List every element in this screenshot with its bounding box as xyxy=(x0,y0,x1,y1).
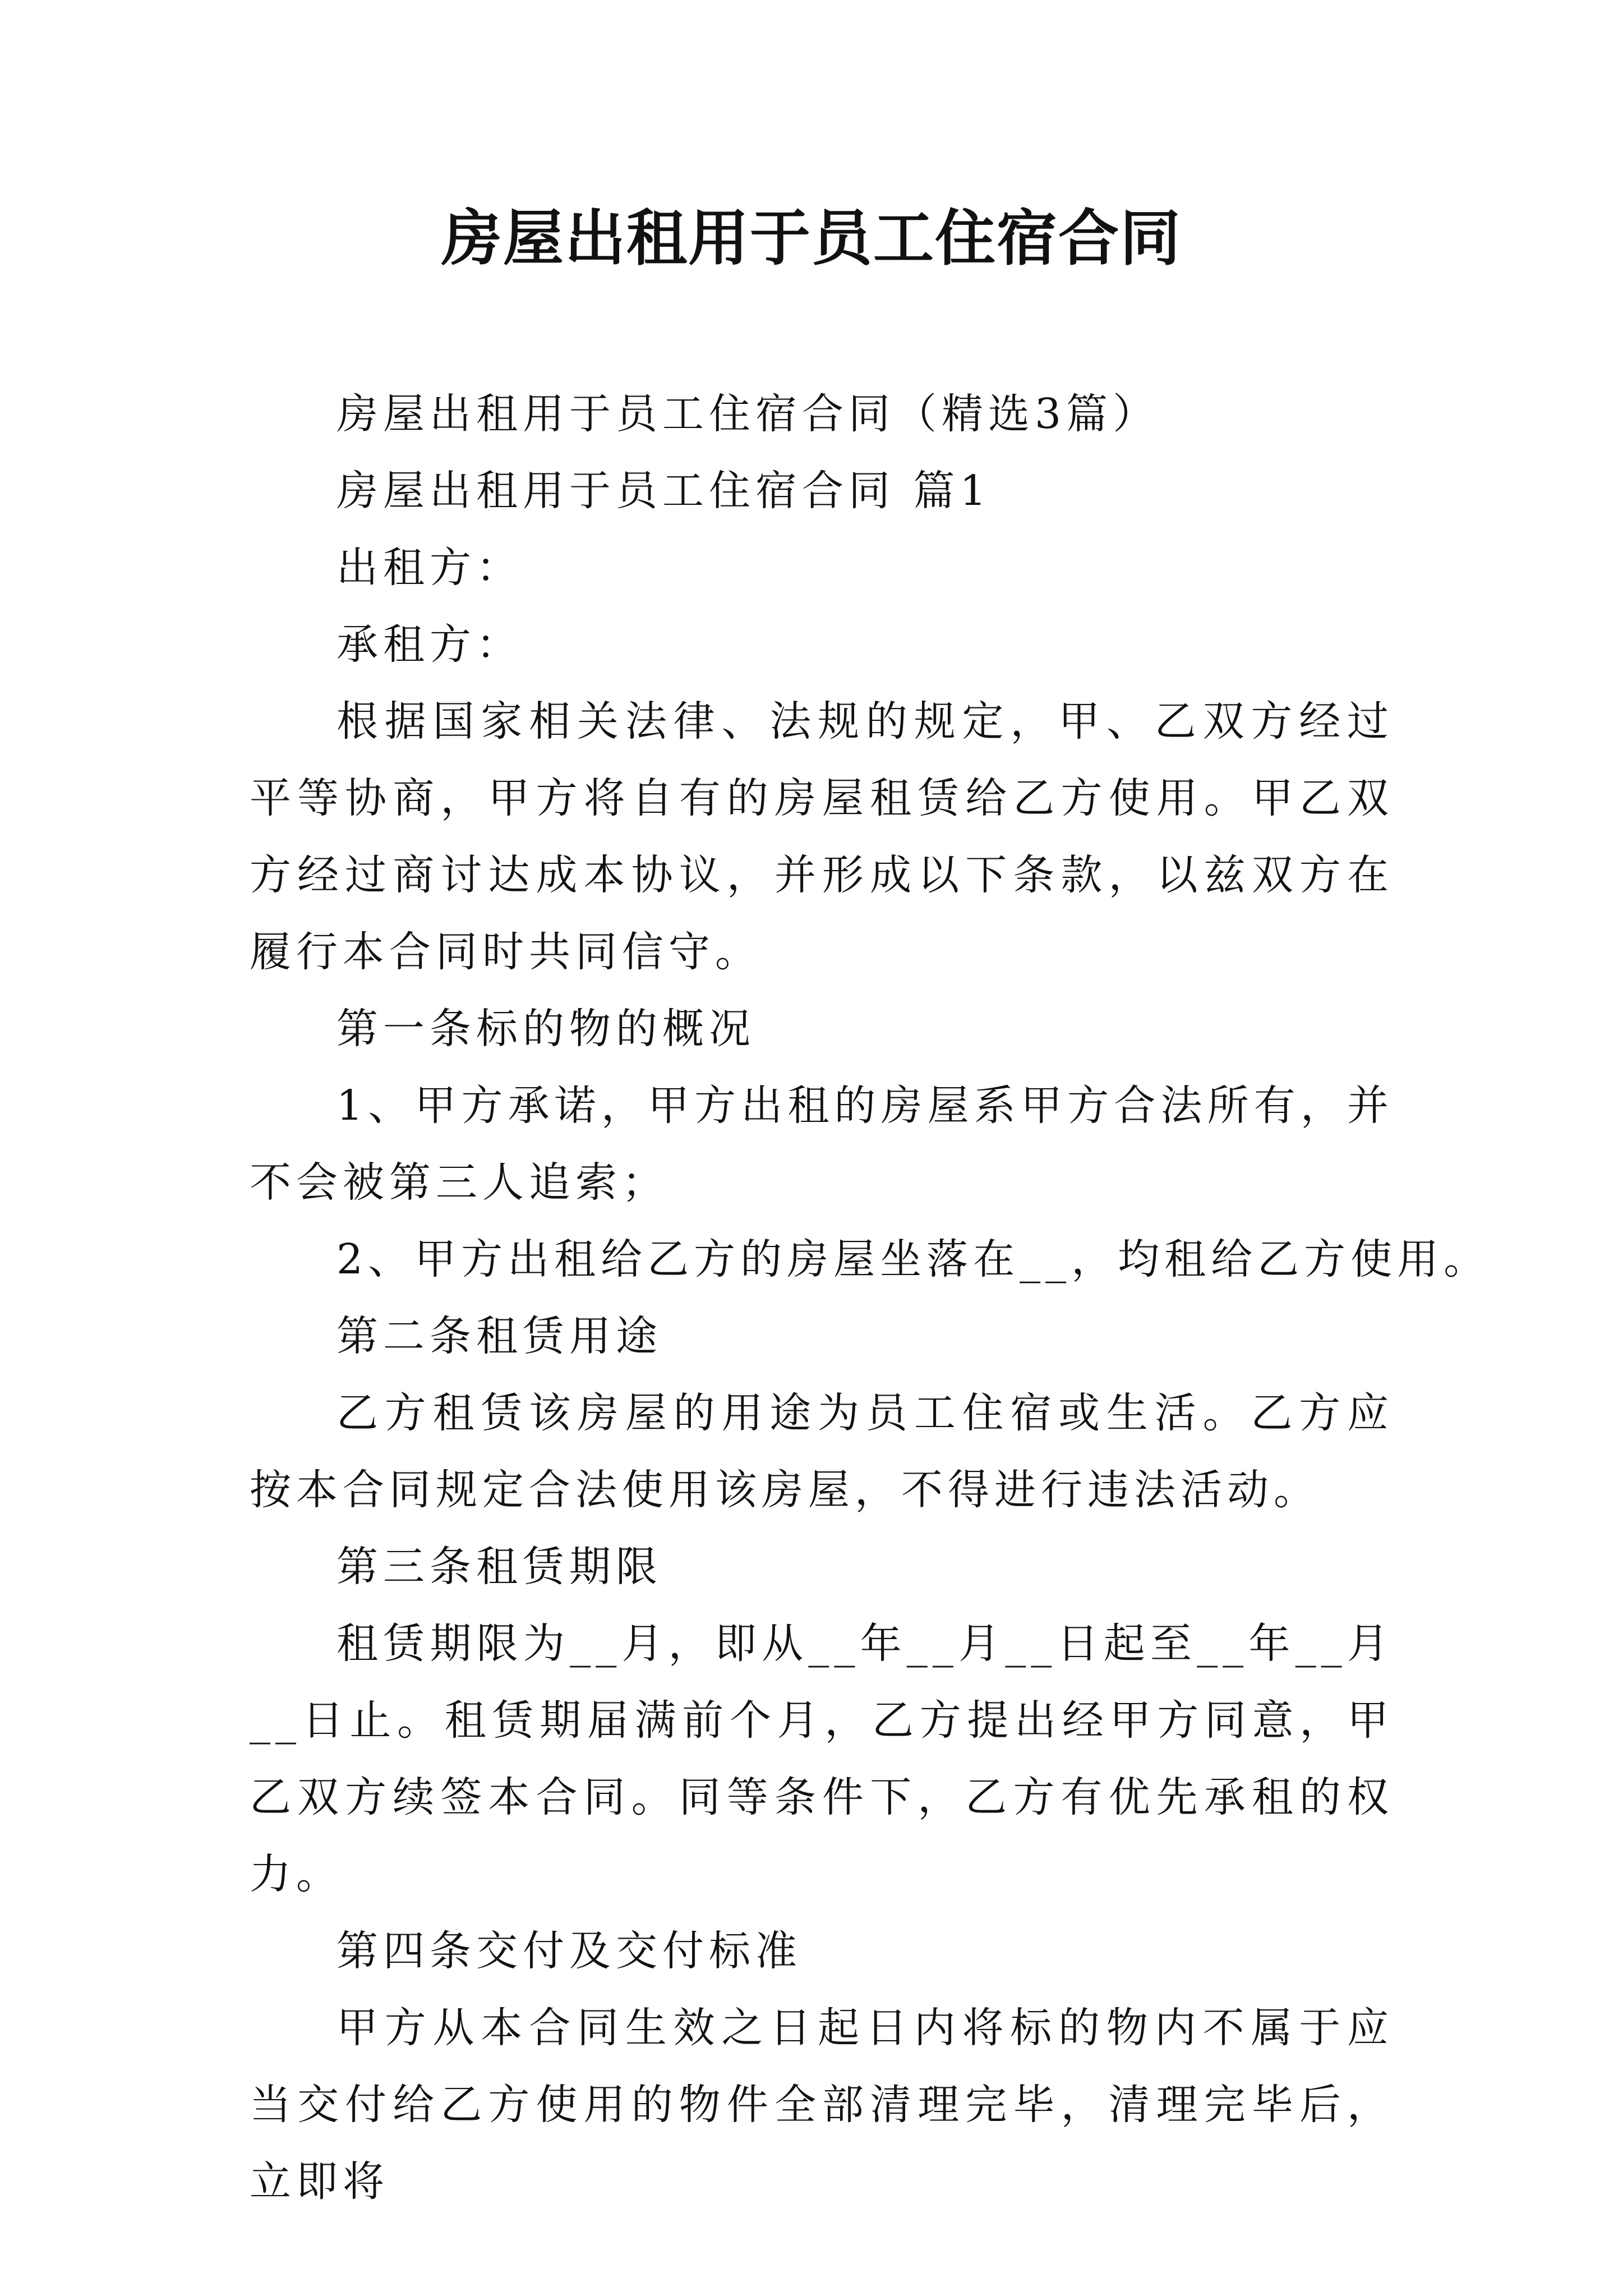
paragraph-part-heading: 房屋出租用于员工住宿合同 篇1 xyxy=(336,467,992,515)
paragraph-article-2-heading: 第二条租赁用途 xyxy=(336,1312,662,1360)
paragraph-article-1-item-1: 1、甲方承诺，甲方出租的房屋系甲方合法所有，并不会被第三人追索； xyxy=(250,1082,1394,1207)
paragraph-article-3-heading: 第三条租赁期限 xyxy=(336,1543,662,1591)
document-body xyxy=(250,376,1491,2220)
paragraph-article-3-body: 租赁期限为__月，即从__年__月__日起至__年__月__日止。租赁期届满前个月，乙方提出经甲方同意，甲乙双方续签本合同。同等条件下，乙方有优先承租的权力。 xyxy=(250,1619,1394,1898)
document-title: 房屋出租用于员工住宿合同 xyxy=(441,203,1182,274)
paragraph-article-2-body: 乙方租赁该房屋的用途为员工住宿或生活。乙方应按本合同规定合法使用该房屋，不得进行违法活动。 xyxy=(250,1389,1394,1514)
paragraph-subtitle: 房屋出租用于员工住宿合同（精选3篇） xyxy=(336,390,1160,438)
paragraph-lessor: 出租方： xyxy=(336,544,523,592)
paragraph-article-1-item-2: 2、甲方出租给乙方的房屋坐落在__，均租给乙方使用。 xyxy=(336,1235,1491,1283)
paragraph-lessee: 承租方： xyxy=(336,620,523,669)
paragraph-preamble: 根据国家相关法律、法规的规定，甲、乙双方经过平等协商，甲方将自有的房屋租赁给乙方使用。甲乙双方经过商讨达成本协议，并形成以下条款，以兹双方在履行本合同时共同信守。 xyxy=(250,697,1394,976)
paragraph-article-1-heading: 第一条标的物的概况 xyxy=(336,1005,755,1053)
paragraph-article-4-heading: 第四条交付及交付标准 xyxy=(336,1927,802,1975)
paragraph-article-4-body: 甲方从本合同生效之日起日内将标的物内不属于应当交付给乙方使用的物件全部清理完毕，清理完毕后，立即将 xyxy=(250,2004,1394,2206)
